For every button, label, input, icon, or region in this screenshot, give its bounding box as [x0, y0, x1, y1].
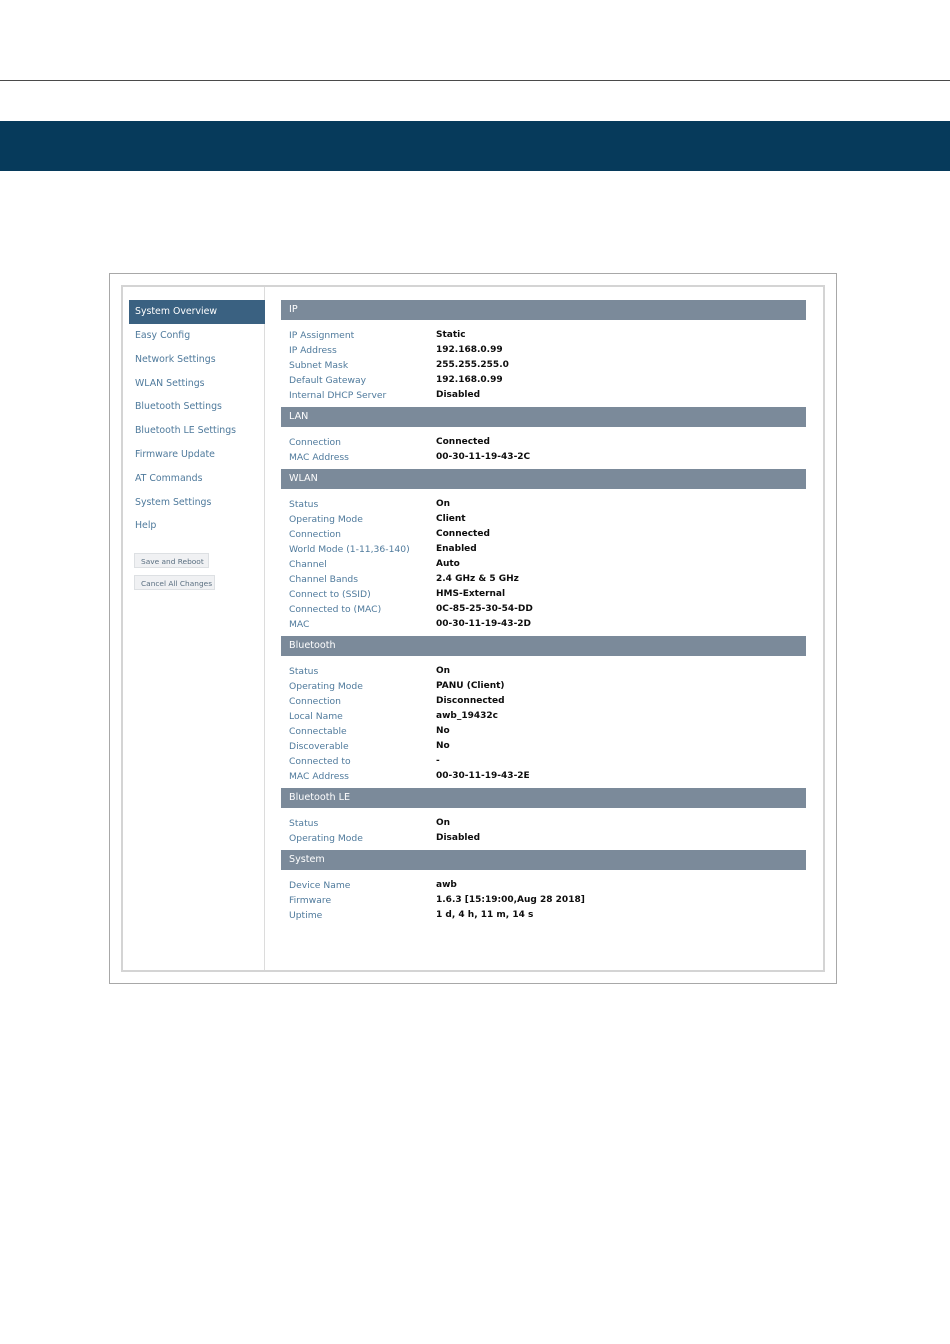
info-row	[281, 388, 806, 403]
section-bluetooth	[281, 636, 806, 788]
section-system	[281, 850, 806, 927]
info-label: Operating Mode	[289, 681, 363, 692]
info-row	[281, 724, 806, 739]
sidebar-item-help[interactable]: Help	[135, 520, 157, 532]
info-row	[281, 358, 806, 373]
section-header-lan: LAN	[281, 407, 806, 427]
info-value: 0C-85-25-30-54-DD	[436, 604, 533, 614]
info-label: Operating Mode	[289, 833, 363, 844]
info-row	[281, 908, 806, 923]
info-row	[281, 602, 806, 617]
sidebar-item-firmware-update[interactable]: Firmware Update	[135, 448, 215, 460]
info-value: On	[436, 666, 451, 676]
info-value: 00-30-11-19-43-2D	[436, 619, 532, 629]
save-and-reboot-button[interactable]: Save and Reboot	[134, 553, 209, 568]
info-value: 1 d, 4 h, 11 m, 14 s	[436, 910, 534, 920]
info-label: IP Address	[289, 345, 337, 356]
info-row	[281, 542, 806, 557]
info-value: Client	[436, 514, 466, 524]
info-row	[281, 497, 806, 512]
info-row	[281, 679, 806, 694]
info-label: Discoverable	[289, 741, 349, 752]
info-row	[281, 435, 806, 450]
info-row	[281, 831, 806, 846]
info-row	[281, 816, 806, 831]
info-label: Uptime	[289, 910, 323, 921]
info-value: 192.168.0.99	[436, 375, 503, 385]
info-value: HMS-External	[436, 589, 506, 599]
info-value: Connected	[436, 437, 490, 447]
info-value: Auto	[436, 559, 460, 569]
section-ip	[281, 300, 806, 407]
info-row	[281, 512, 806, 527]
info-value: Disabled	[436, 833, 481, 843]
info-row	[281, 343, 806, 358]
info-label: Status	[289, 499, 319, 510]
sidebar-item-system-overview[interactable]: System Overview	[129, 300, 265, 324]
info-value: Connected	[436, 529, 490, 539]
info-value: 255.255.255.0	[436, 360, 509, 370]
overview-panel	[281, 300, 806, 927]
info-label: Internal DHCP Server	[289, 390, 387, 401]
info-value: On	[436, 499, 451, 509]
info-label: MAC Address	[289, 771, 349, 782]
sidebar-item-network-settings[interactable]: Network Settings	[135, 353, 216, 365]
info-label: Connect to (SSID)	[289, 589, 371, 600]
web-ui-window	[121, 285, 825, 972]
info-label: Channel Bands	[289, 574, 359, 585]
info-value: No	[436, 726, 450, 736]
info-label: World Mode (1-11,36-140)	[289, 544, 410, 555]
sidebar-item-wlan-settings[interactable]: WLAN Settings	[135, 377, 205, 389]
sidebar-item-bluetooth-le-settings[interactable]: Bluetooth LE Settings	[135, 425, 237, 437]
info-row	[281, 754, 806, 769]
info-value: 192.168.0.99	[436, 345, 503, 355]
sidebar-item-at-commands[interactable]: AT Commands	[135, 472, 203, 484]
info-row	[281, 769, 806, 784]
info-row	[281, 587, 806, 602]
info-value: 2.4 GHz & 5 GHz	[436, 574, 519, 584]
section-wlan	[281, 469, 806, 636]
info-value: On	[436, 818, 451, 828]
info-label: IP Assignment	[289, 330, 355, 341]
info-row	[281, 572, 806, 587]
info-value: Disconnected	[436, 696, 505, 706]
info-label: MAC	[289, 619, 310, 630]
info-row	[281, 527, 806, 542]
info-label: Connectable	[289, 726, 347, 737]
info-label: Connected to	[289, 756, 351, 767]
info-row	[281, 694, 806, 709]
info-value: Enabled	[436, 544, 477, 554]
info-value: PANU (Client)	[436, 681, 505, 691]
info-label: Status	[289, 818, 319, 829]
info-value: Static	[436, 330, 466, 340]
info-label: Connection	[289, 529, 341, 540]
info-label: Channel	[289, 559, 327, 570]
cancel-all-changes-button[interactable]: Cancel All Changes	[134, 575, 215, 590]
info-row	[281, 893, 806, 908]
info-label: Operating Mode	[289, 514, 363, 525]
section-header-bluetooth-le: Bluetooth LE	[281, 788, 806, 808]
section-header-wlan: WLAN	[281, 469, 806, 489]
section-bluetooth-le	[281, 788, 806, 850]
info-row	[281, 328, 806, 343]
sidebar-item-bluetooth-settings[interactable]: Bluetooth Settings	[135, 401, 222, 413]
info-label: Status	[289, 666, 319, 677]
section-lan	[281, 407, 806, 469]
sidebar	[123, 287, 265, 970]
info-row	[281, 709, 806, 724]
info-label: Subnet Mask	[289, 360, 349, 371]
info-row	[281, 664, 806, 679]
info-label: Connection	[289, 696, 341, 707]
info-value: 00-30-11-19-43-2E	[436, 771, 530, 781]
info-row	[281, 739, 806, 754]
info-value: awb	[436, 880, 457, 890]
section-header-system: System	[281, 850, 806, 870]
info-row	[281, 617, 806, 632]
page-banner	[0, 121, 950, 171]
info-label: Connected to (MAC)	[289, 604, 382, 615]
info-value: -	[436, 756, 440, 766]
info-label: Device Name	[289, 880, 351, 891]
sidebar-item-easy-config[interactable]: Easy Config	[135, 330, 191, 341]
info-value: awb_19432c	[436, 711, 498, 721]
info-label: Default Gateway	[289, 375, 367, 386]
info-value: 00-30-11-19-43-2C	[436, 452, 531, 462]
sidebar-nav	[129, 300, 265, 538]
info-label: MAC Address	[289, 452, 349, 463]
info-row	[281, 557, 806, 572]
info-label: Firmware	[289, 895, 332, 906]
info-label: Connection	[289, 437, 341, 448]
info-row	[281, 373, 806, 388]
info-label: Local Name	[289, 711, 343, 722]
section-header-bluetooth: Bluetooth	[281, 636, 806, 656]
section-header-ip: IP	[281, 300, 806, 320]
info-value: Disabled	[436, 390, 481, 400]
info-row	[281, 878, 806, 893]
page-top-rule	[0, 80, 950, 81]
info-value: 1.6.3 [15:19:00,Aug 28 2018]	[436, 895, 585, 905]
info-value: No	[436, 741, 450, 751]
info-row	[281, 450, 806, 465]
sidebar-item-system-settings[interactable]: System Settings	[135, 496, 212, 508]
